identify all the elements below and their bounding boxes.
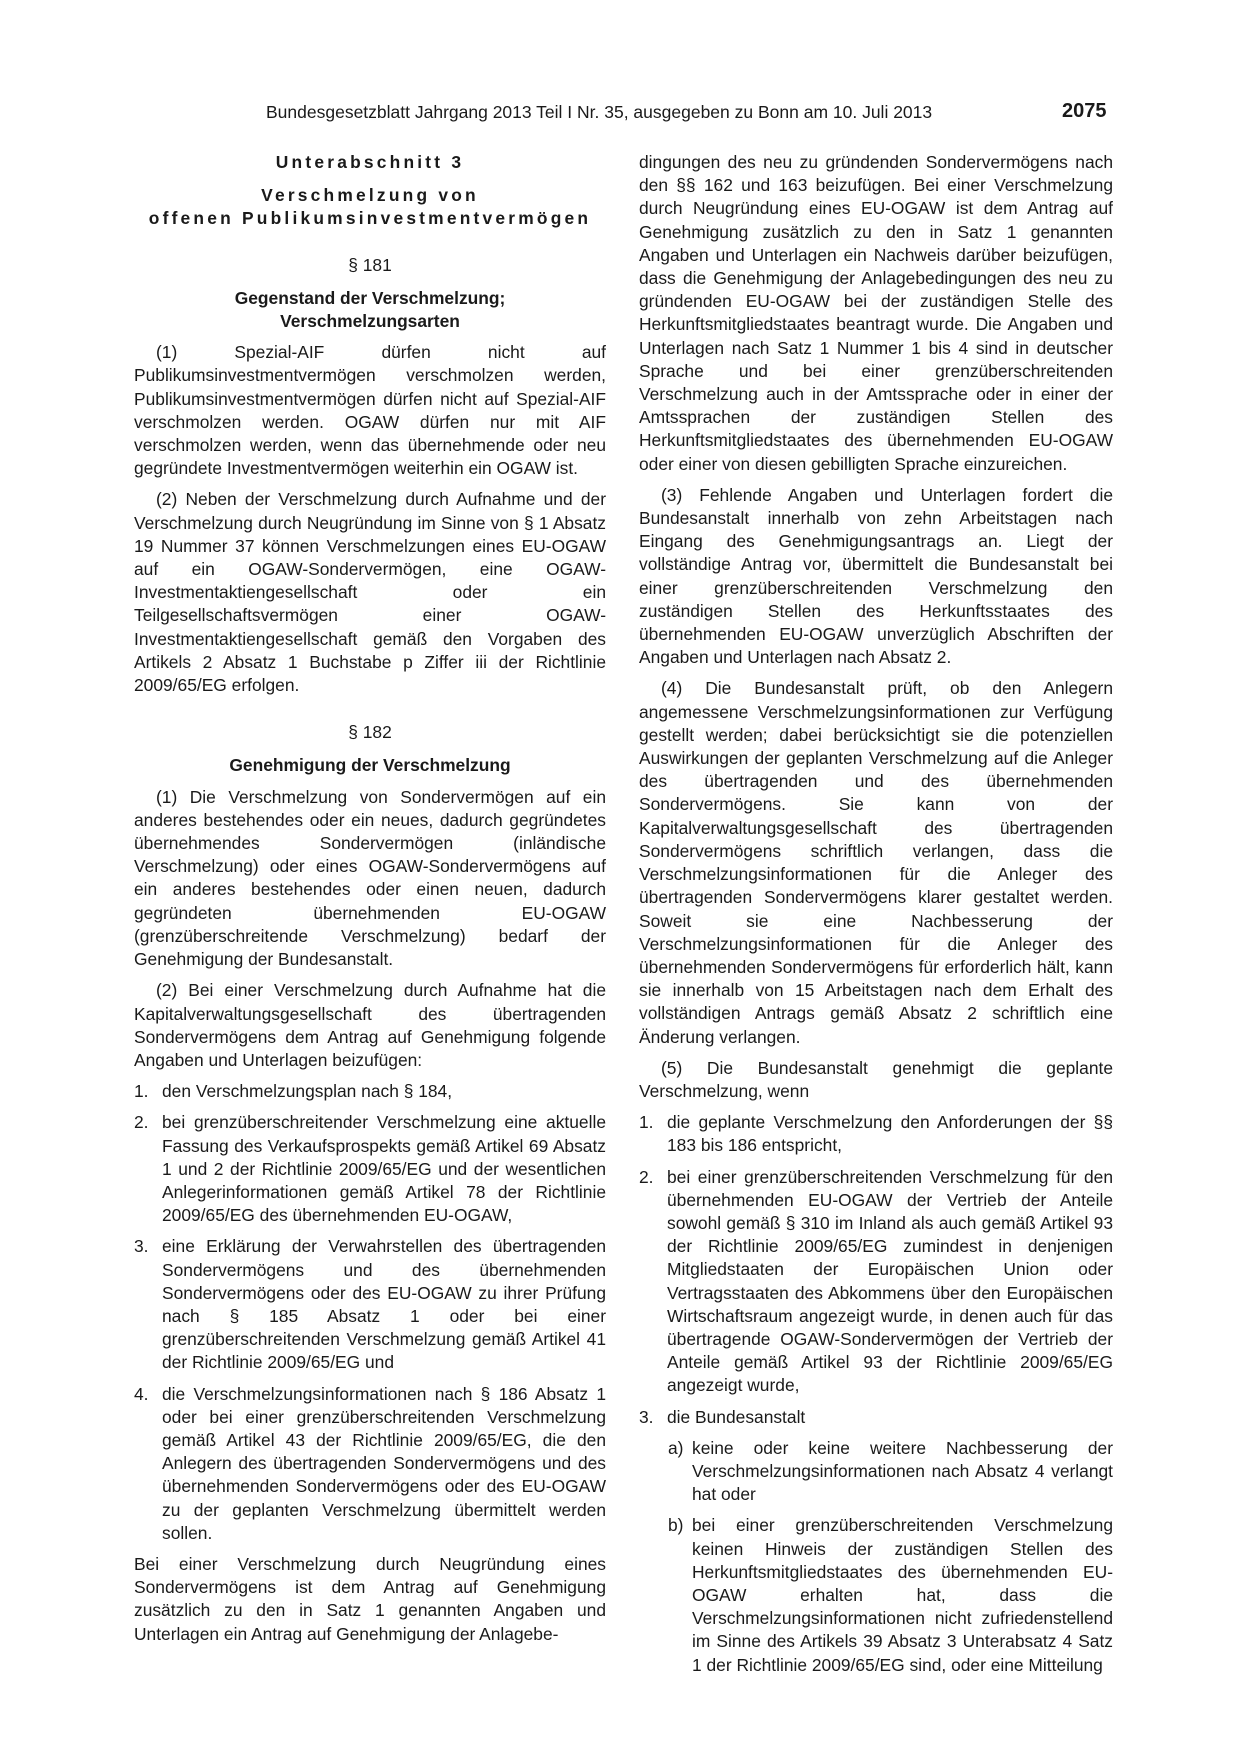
list-item-number: 2. — [639, 1166, 654, 1187]
list-item-number: 3. — [639, 1406, 654, 1427]
left-column — [134, 151, 606, 1646]
continued-paragraph: dingungen des neu zu gründenden Sondervermögens nach den §§ 162 und 163 beizufügen. Bei einer Verschmelzung durch Neugründung eines EU-OGAW ist dem Antrag auf Genehmigung zusätzlich zu den in Satz 1 genannten Angaben und Unterlagen ein Nachweis darüber beizufügen, dass die Genehmigung der Anlagebedingungen des neu zu gründenden EU-OGAW bei der zuständigen Stelle des Herkunftsmitgliedstaates beantragt wurde. Die Angaben und Unterlagen nach Satz 1 Nummer 1 bis 4 sind in deutscher Sprache und bei einer grenzüberschreitenden Verschmelzung auch in der Amtssprache oder in einer der Amtssprachen der zuständigen Stellen des Herkunftsmitgliedstaates des übernehmenden EU-OGAW oder einer von diesen gebilligten Sprache einzureichen. — [639, 152, 1113, 474]
list-item-text: bei grenzüberschreitender Verschmelzung eine aktuelle Fassung des Verkaufsprospekts gemäß Artikel 69 Absatz 1 und 2 der Richtlinie 2009/65/EG und der wesentlichen Anlegerinformationen gemäß Artikel 78 der Richtlinie 2009/65/EG des übernehmenden EU-OGAW, — [162, 1112, 606, 1226]
sub-list-item-text: bei einer grenzüberschreitenden Verschmelzung keinen Hinweis der zuständigen Stellen des Herkunftsmitgliedstaates des übernehmenden EU-OGAW erhalten hat, dass die Verschmelzungsinformationen nicht zufriedenstellend im Sinne des Artikels 39 Absatz 3 Unterabsatz 4 Satz 1 der Richtlinie 2009/65/EG sind, oder eine Mitteilung — [692, 1515, 1113, 1675]
list-item-number: 4. — [134, 1383, 149, 1404]
list-item-text: die geplante Verschmelzung den Anforderungen der §§ 183 bis 186 entspricht, — [667, 1112, 1113, 1156]
list-item — [639, 1111, 1113, 1157]
section-181-title-line-1: Gegenstand der Verschmelzung; — [234, 287, 506, 308]
list-item-text: den Verschmelzungsplan nach § 184, — [162, 1081, 453, 1102]
sub-list-item-letter: a) — [668, 1437, 684, 1458]
list-item — [134, 1111, 606, 1227]
sub-list-item-letter: b) — [668, 1515, 684, 1536]
sub-list-item — [639, 1514, 1113, 1676]
section-182-title: Genehmigung der Verschmelzung — [229, 755, 511, 776]
list-item-text: eine Erklärung der Verwahrstellen des übertragenden Sondervermögens und des übernehmenden Sondervermögens oder des EU-OGAW zu ihrer Prüfung nach § 185 Absatz 1 oder bei einer grenzüberschreitenden Verschmelzung gemäß Artikel 41 der Richtlinie 2009/65/EG und — [162, 1236, 606, 1373]
list-item — [134, 1080, 606, 1103]
section-182-number: § 182 — [348, 722, 392, 743]
list-item-text: bei einer grenzüberschreitenden Verschmelzung für den übernehmenden EU-OGAW der Vertrieb der Anteile sowohl gemäß § 310 im Inland als auch gemäß Artikel 93 der Richtlinie 2009/65/EG zumindest in denjenigen Mitgliedstaaten der Europäischen Union oder Vertragsstaaten des Abkommens über den Europäischen Wirtschaftsraum angezeigt wurde, in denen auch für das übertragende OGAW-Sondervermögen der Vertrieb der Anteile gemäß Artikel 93 der Richtlinie 2009/65/EG angezeigt wurde, — [667, 1166, 1113, 1396]
subsection-heading-line-1: Verschmelzung von — [261, 185, 479, 206]
running-title: Bundesgesetzblatt Jahrgang 2013 Teil I Nr. 35, ausgegeben zu Bonn am 10. Juli 2013 — [266, 102, 933, 122]
list-item-text: die Bundesanstalt — [667, 1406, 806, 1427]
section-181-paragraph-1: (1) Spezial-AIF dürfen nicht auf Publikumsinvestmentvermögen verschmolzen werden, Publikumsinvestmentvermögen dürfen nicht auf Spezial-AIF verschmolzen werden. OGAW dürfen nur mit AIF verschmolzen werden, wenn das übernehmende oder neu gegründete Investmentvermögen weiterhin ein OGAW ist. — [134, 342, 606, 479]
sub-list-item — [639, 1437, 1113, 1507]
sub-list-item-text: keine oder keine weitere Nachbesserung der Verschmelzungsinformationen nach Absatz 4 verlangt hat oder — [692, 1437, 1113, 1505]
section-181-title-line-2: Verschmelzungsarten — [280, 311, 460, 332]
page-number: 2075 — [1062, 100, 1107, 122]
subsection-heading-line-2: offenen Publikumsinvestmentvermögen — [148, 208, 592, 229]
section-182-paragraph-3: Bei einer Verschmelzung durch Neugründung eines Sondervermögens ist dem Antrag auf Genehmigung zusätzlich zu den in Satz 1 genannten Angaben und Unterlagen ein Antrag auf Genehmigung der Anlagebe- — [134, 1553, 606, 1644]
subsection-title: Unterabschnitt 3 — [275, 152, 465, 172]
section-182-paragraph-3-abs: (3) Fehlende Angaben und Unterlagen fordert die Bundesanstalt innerhalb von zehn Arbeitstagen nach Eingang des Genehmigungsantrags an. Liegt der vollständige Antrag vor, übermittelt die Bundesanstalt bei einer grenzüberschreitenden Verschmelzung den zuständigen Stellen des Herkunftsstaates des übernehmenden EU-OGAW unverzüglich Abschriften der Angaben und Unterlagen nach Absatz 2. — [639, 484, 1113, 668]
section-182-paragraph-1: (1) Die Verschmelzung von Sondervermögen auf ein anderes bestehendes oder ein neues, dadurch gegründetes übernehmendes Sondervermögen (inländische Verschmelzung) oder eines OGAW-Sondervermögens auf ein anderes bestehendes oder einen neuen, dadurch gegründeten übernehmenden EU-OGAW (grenzüberschreitende Verschmelzung) bedarf der Genehmigung der Bundesanstalt. — [134, 786, 606, 970]
running-header — [0, 102, 1241, 126]
list-item-number: 1. — [639, 1112, 654, 1133]
right-column — [639, 151, 1113, 1677]
section-182-paragraph-2: (2) Bei einer Verschmelzung durch Aufnahme hat die Kapitalverwaltungsgesellschaft des übertragenden Sondervermögens dem Antrag auf Genehmigung folgende Angaben und Unterlagen beizufügen: — [134, 980, 606, 1070]
list-item-number: 3. — [134, 1236, 149, 1257]
list-item — [639, 1166, 1113, 1398]
list-item-number: 2. — [134, 1112, 149, 1133]
section-181-number: § 181 — [348, 254, 392, 275]
section-182-paragraph-4-abs: (4) Die Bundesanstalt prüft, ob den Anlegern angemessene Verschmelzungsinformationen zur Verfügung gestellt werden; dabei berücksichtigt sie die potenziellen Auswirkungen der geplanten Verschmelzung auf die Anleger des übertragenden und des übernehmenden Sondervermögens. Sie kann von der Kapitalverwaltungsgesellschaft des übertragenden Sondervermögens schriftlich verlangen, dass die Verschmelzungsinformationen für die Anleger des übertragenden Sondervermögens klarer gestaltet werden. Soweit sie eine Nachbesserung der Verschmelzungsinformationen für die Anleger des übernehmenden Sondervermögens für erforderlich hält, kann sie innerhalb von 15 Arbeitstagen nach dem Erhalt des vollständigen Antrags gemäß Absatz 2 schriftlich eine Änderung verlangen. — [639, 678, 1113, 1047]
section-181-paragraph-2: (2) Neben der Verschmelzung durch Aufnahme und der Verschmelzung durch Neugründung im Sinne von § 1 Absatz 19 Nummer 37 können Verschmelzungen eines EU-OGAW auf ein OGAW-Sondervermögen, eine OGAW-Investmentaktiengesellschaft oder ein Teilgesellschaftsvermögen einer OGAW-Investmentaktiengesellschaft gemäß den Vorgaben des Artikels 2 Absatz 1 Buchstabe p Ziffer iii der Richtlinie 2009/65/EG erfolgen. — [134, 489, 606, 696]
list-item — [639, 1406, 1113, 1429]
list-item — [134, 1383, 606, 1545]
section-182-paragraph-5-abs: (5) Die Bundesanstalt genehmigt die geplante Verschmelzung, wenn — [639, 1057, 1113, 1101]
list-item — [134, 1235, 606, 1374]
list-item-number: 1. — [134, 1081, 149, 1102]
list-item-text: die Verschmelzungsinformationen nach § 186 Absatz 1 oder bei einer grenzüberschreitenden Verschmelzung gemäß Artikel 43 der Richtlinie 2009/65/EG, die den Anlegern des übertragenden Sondervermögens und des übernehmenden Sondervermögens oder des EU-OGAW zu der geplanten Verschmelzung übermittelt werden sollen. — [162, 1383, 606, 1543]
